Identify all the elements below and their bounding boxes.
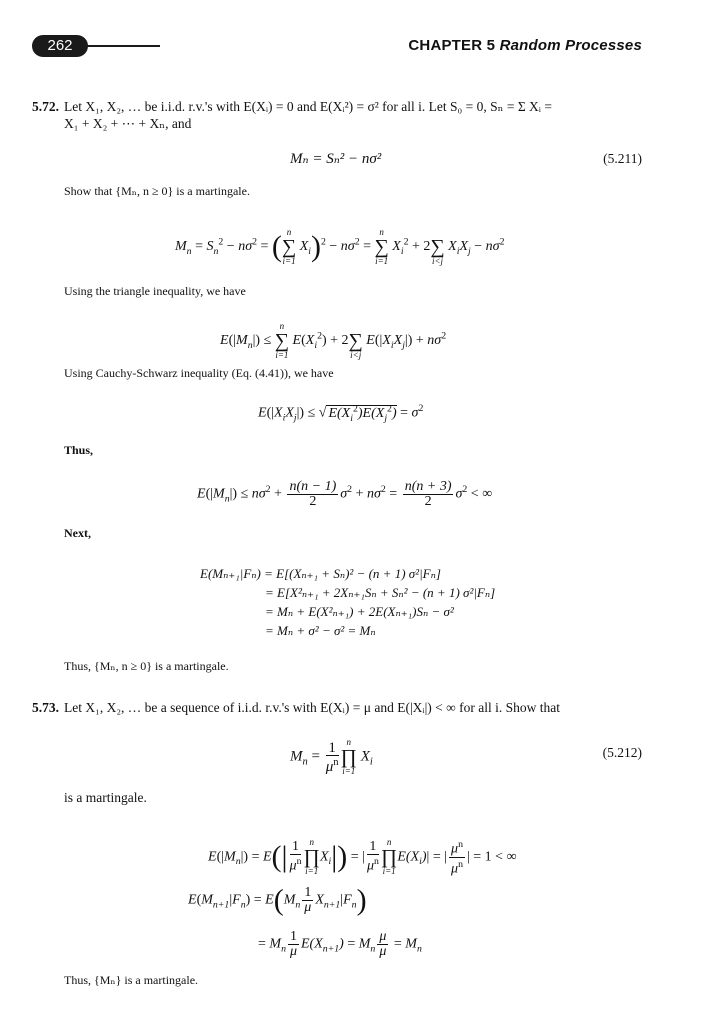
page-number-badge: 262 <box>32 35 88 57</box>
martingale-step-1: E(Mₙ₊₁|Fₙ) = E[(Xₙ₊₁ + Sₙ)² − (n + 1) σ²|Fₙ] <box>200 566 441 581</box>
chapter-title <box>408 37 642 54</box>
thus-text-1: Thus, <box>64 443 94 457</box>
header-rule <box>86 45 160 47</box>
equation-triangle: $E(|M_n|)$ ≤ n ∑ i=1 $E(X_i^2) + 2$ ∑ i<j $E(|X_iX_j|) + n\sigma^2$ <box>220 321 447 360</box>
equation-5-212: $M_n$ = $\frac{1}{\mu^n}$ n ∏ i=1 $X_i$ <box>290 737 373 776</box>
problem-572-statement-line1: Let X₁, X₂, … be i.i.d. r.v.'s with E(Xᵢ) = 0 and E(Xᵢ²) = σ² for all i. Let S₀ = 0, Sₙ = Σ Xᵢ = <box>64 99 553 114</box>
next-text: Next, <box>64 526 91 540</box>
equation-mn-expectation: $E(|M_n|) = E(|$ $\frac{1}{\mu^n}$ n ∏ i=1 $X_i|$) = | $\frac{1}{\mu^n}$ n ∏ i=1 $E(X_i)|$ = | $\frac{\mu^n}{\mu^n}$ | = 1 < ∞ <box>208 837 517 877</box>
chapter-label: CHAPTER 5 <box>408 37 496 54</box>
equation-conditional-result: = $M_n$ $\frac{1}{\mu}$ $E(X_{n+1}) = M_n$ $\frac{\mu}{\mu}$ = $M_n$ <box>258 929 422 959</box>
martingale-step-2: = E[X²ₙ₊₁ + 2Xₙ₊₁Sₙ + Sₙ² − (n + 1) σ²|Fₙ] <box>265 585 496 600</box>
equation-number-5-212: (5.212) <box>602 745 642 760</box>
problem-573-number: 5.73. <box>32 700 59 715</box>
martingale-step-4: = Mₙ + σ² − σ² = Mₙ <box>265 623 376 638</box>
is-martingale-text: is a martingale. <box>64 790 147 805</box>
problem-573-statement: Let X₁, X₂, … be a sequence of i.i.d. r.v.'s with E(Xᵢ) = μ and E(|Xᵢ|) < ∞ for all i. Show that <box>64 700 561 715</box>
equation-number-5-211: (5.211) <box>603 151 642 166</box>
equation-cauchy-schwarz: $E(|X_iX_j|)$ ≤ √ $E(X_i^2)E(X_j^2) = \sigma^2$ <box>258 403 424 424</box>
equation-5-211: Mₙ = Sₙ² − nσ² <box>290 151 382 167</box>
equation-conditional: $E(M_{n+1}|F_n) = E(M_n$ $\frac{1}{\mu}$ $X_{n+1}|F_n$) <box>188 883 367 917</box>
problem-573-conclusion: Thus, {Mₙ} is a martingale. <box>64 973 199 987</box>
triangle-inequality-text: Using the triangle inequality, we have <box>64 284 246 298</box>
equation-mn-expansion: $M_n = S_n^2 - n\sigma^2$ = ( n ∑ i=1 $X_i)^2 - n\sigma^2$ = n ∑ i=1 $X_i^2 + 2$ ∑ i<j $X_iX_j - n\sigma^2$ <box>175 227 505 266</box>
problem-572-statement-line2: X₁ + X₂ + ⋯ + Xₙ, and <box>64 116 192 131</box>
chapter-name: Random Processes <box>499 37 642 54</box>
equation-mn-bound: $E(|M_n|) \le n\sigma^2$ + $\frac{n(n - 1)}{2}$ $\sigma^2 + n\sigma^2$ = $\frac{n(n + 3)}{2}$ $\sigma^2$ < ∞ <box>197 479 493 509</box>
problem-572-show: Show that {Mₙ, n ≥ 0} is a martingale. <box>64 184 250 198</box>
martingale-step-3: = Mₙ + E(X²ₙ₊₁) + 2E(Xₙ₊₁)Sₙ − σ² <box>265 604 454 619</box>
problem-572-number: 5.72. <box>32 99 59 114</box>
cauchy-schwarz-text: Using Cauchy-Schwarz inequality (Eq. (4.41)), we have <box>64 366 334 380</box>
problem-572-conclusion: Thus, {Mₙ, n ≥ 0} is a martingale. <box>64 659 229 673</box>
